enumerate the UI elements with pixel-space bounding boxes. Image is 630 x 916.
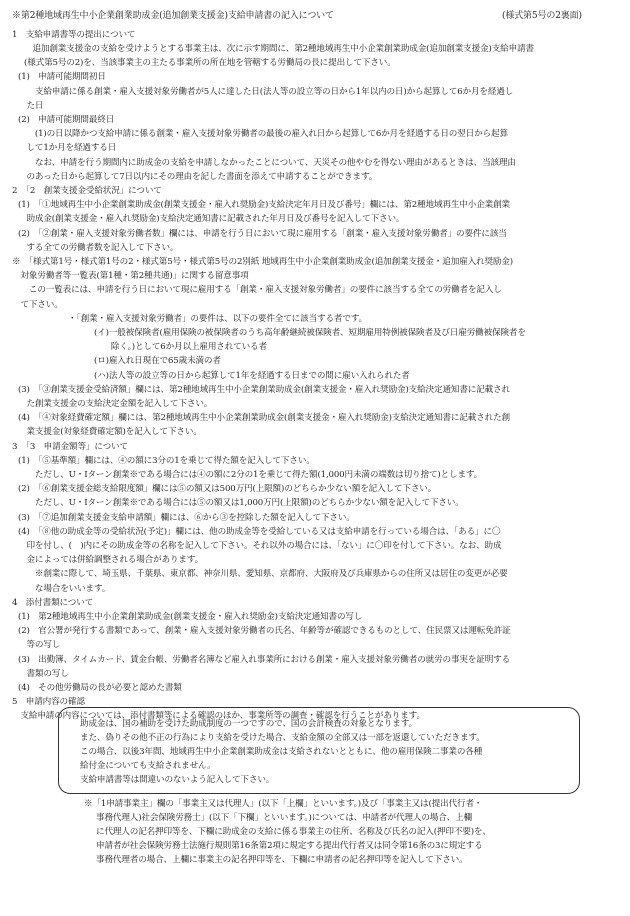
body-line: (1)の日以降かつ支給申請に係る創業・雇入支援対象労働者の最後の雇入れ日から起算して6か月を経過する日の翌日から起算 [18,129,508,139]
body-line: (3) 「③創業支援金受給済額」欄には、第2種地域再生中小企業創業助成金(創業支援金・雇入れ奨励金)支給決定通知書に記載され [18,385,510,395]
footnote-line: 事務代理者の場合、上欄に事業主の記名押印等を、下欄に申請者の記名押印等を記入して下さい。 [96,855,468,865]
body-line: て下さい。 [12,300,63,310]
body-line: (4) 「⑧他の助成金等の受給状況(予定)」欄には、他の助成金等を受給している又は支給申請を行っている場合は、「ある」に〇 [18,527,501,537]
footnote-line: ※「1申請事業主」欄の「事業主又は代理人」(以下「上欄」といいます。)及び「事業主又は(提出代行者・ [84,799,483,809]
body-line: 等の写し [18,640,61,650]
body-line: して1か月を経過する日 [18,143,117,153]
body-line: 支給申請の内容については、添付書類等による確認のほか、事業所等の調査・確認を行うことがあります。 [12,711,425,721]
form-reference: (様式第5号の2裏面) [502,11,582,21]
body-line: (2) 「⑥創業支援金総支給限度額」欄には⑤の額又は500万円(上限額)のどちらか少ない額を記入して下さい。 [18,484,437,494]
body-line: (3) 「⑦追加創業支援金支給申請額」欄には、⑥から③を控除した額を記入して下さい。 [18,513,355,523]
note-line: 対象労働者等一覧表(第1種・第2種共通)」に関する留意事項 [12,271,249,281]
body-line: 印を付し、( )内にその助成金等の名称を記入して下さい。それ以外の場合には、「ない」に〇印を付して下さい。なお、助成 [18,541,502,551]
body-line: (1) 「⑤基準額」欄には、④の額に3分の1を乗じて得た額を記入して下さい。 [18,456,315,466]
body-line: (4) 「④対象経費確定額」欄には、第2種地域再生中小企業創業助成金(創業支援金・雇入れ奨励金)支給決定通知書に記載された創 [18,413,510,423]
body-line: た創業支援金の支給決定金額を記入して下さい。 [18,399,213,409]
footnote-line: に代理人の記名押印等を、下欄に助成金の支給に係る事業主の住所、名称及び氏名の記入(押印不要)を、 [96,827,491,837]
body-line: (1) 「①地域再生中小企業創業助成金(創業支援金・雇入れ奨励金)支給決定年月日及び番号」欄には、第2種地域再生中小企業創業 [18,200,510,210]
body-line: のあった日から起算して7日以内にその理由を記した書面を添えて申請することができます。 [18,172,378,182]
section-heading: 4 添付書類について [12,598,94,608]
section-heading: 1 支給申請書等の提出について [12,30,136,40]
body-line: この一覧表には、申請を行う日において現に雇用する「創業・雇入支援対象労働者」の要件に該当する全ての労働者を記入し [12,285,502,295]
body-line: (2) 官公署が発行する書類であって、創業・雇入支援対象労働者の氏名、年齢等が確認できるものとして、住民票又は運転免許証 [18,626,511,636]
body-line: する全ての労働者数を記入して下さい。 [18,243,179,253]
body-line: (3) 出勤簿、タイムカード、賃金台帳、労働者名簿など雇入れ事業所における創業・雇入支援対象労働者の就労の事実を証明する [18,655,511,665]
body-line: ただし、U・Iターン創業※である場合には⑤の額又は1,000万円(上限額)のどちらか少ない額を記入して下さい。 [18,498,464,508]
section-heading: 3 「3 申請金額等」について [12,442,128,452]
page-title: ※第2種地域再生中小企業創業助成金(追加創業支援金)支給申請書の記入について [12,11,334,21]
notice-line: 助成金は、国の補助を受けた助成制度の一つですので、国の会計検査の対象となります。 [80,719,417,729]
notice-line: 支給申請書等は間違いのないよう記入して下さい。 [80,775,275,785]
note-line: ※ 「様式第1号・様式第1号の2・様式第5号・様式第5号の2別紙 地域再生中小企業創業助成金(追加創業支援金・追加雇入れ奨励金) [12,257,514,267]
body-line: 支給申請に係る創業・雇入支援対象労働者が5人に達した日(法人等の設立等の日から1年以内の日)から起算して6か月を経過し [18,87,514,97]
requirement-heading: ・「創業・雇入支援対象労働者」の要件は、以下の要件全てに該当する者です。 [68,314,367,324]
body-line: (2) 「②創業・雇入支援対象労働者数」欄には、申請を行う日において現に雇用する「創業・雇入支援対象労働者」の要件に該当 [18,229,507,239]
body-line: 業支援金(対象経費確定額)を記入して下さい。 [18,427,202,437]
notice-line: 給付金についても支給されません。 [80,761,216,771]
body-line: ※創業に際して、埼玉県、千葉県、東京都、神奈川県、愛知県、京都府、大阪府及び兵庫県からの住所又は居住の変更が必要 [18,569,508,579]
body-line: 助成金(創業支援金・雇入れ奨励金)支給決定通知書に記載された年月日及び番号を記入して下さい。 [18,214,405,224]
body-line: なお、申請を行う期間内に助成金の支給を申請しなかったことについて、天災その他やむを得ない理由があるときは、当該理由 [18,158,516,168]
body-line: 金によっては併給調整される場合があります。 [18,555,204,565]
notice-line: また、偽りその他不正の行為により支給を受けた場合、支給金額の全部又は一部を返還していただきます。 [80,733,485,743]
requirement-item: (ロ)雇入れ日現在で65歳未満の者 [94,356,221,366]
body-line: 追加創業支援金の支給を受けようとする事業主は、次に示す期間に、第2種地域再生中小企業創業助成金(追加創業支援金)支給申請書 [24,44,534,54]
body-line: 書類の写し [18,669,69,679]
body-line: (様式第5号の2)を、当該事業主の主たる事業所の所在地を管轄する労働局の長に提出して下さい。 [24,58,396,68]
body-line: た日 [18,101,44,111]
body-line: ただし、U・Iターン創業※である場合には④の額に2分の1を乗じて得た額(1,000円未満の端数は切り捨て)とします。 [18,470,483,480]
section-heading: 2 「2 創業支援金受給状況」について [12,186,162,196]
notice-line: この場合、以後3年間、地域再生中小企業創業助成金は支給されないとともに、他の雇用保険二事業の各種 [80,747,483,757]
body-line: (1) 申請可能期間初日 [18,72,106,82]
requirement-item: 除く。)として6か月以上雇用されている者 [94,342,267,352]
footnote-line: 申請者が社会保険労務士法施行規則第16条第2項に規定する提出代行者又は同令第16条の3に規定する [96,841,483,851]
body-line: な場合をいいます。 [18,584,111,594]
section-heading: 5 申請内容の確認 [12,697,85,707]
requirement-item: (ハ)法人等の設立等の日から起算して1年を経過する日までの間に雇い入れられた者 [94,371,410,381]
footnote-line: 事務代理人)社会保険労務士」(以下「下欄」といいます。)については、申請者が代理人の場合、上欄 [96,813,472,823]
requirement-item: (イ)一般被保険者(雇用保険の被保険者のうち高年齢継続被保険者、短期雇用特例被保険者及び日雇労働被保険者を [94,328,526,338]
body-line: (4) その他労働局の長が必要と認めた書類 [18,683,182,693]
body-line: (2) 申請可能期間最終日 [18,115,115,125]
body-line: (1) 第2種地域再生中小企業創業助成金(創業支援金・雇入れ奨励金)支給決定通知書の写し [18,612,363,622]
